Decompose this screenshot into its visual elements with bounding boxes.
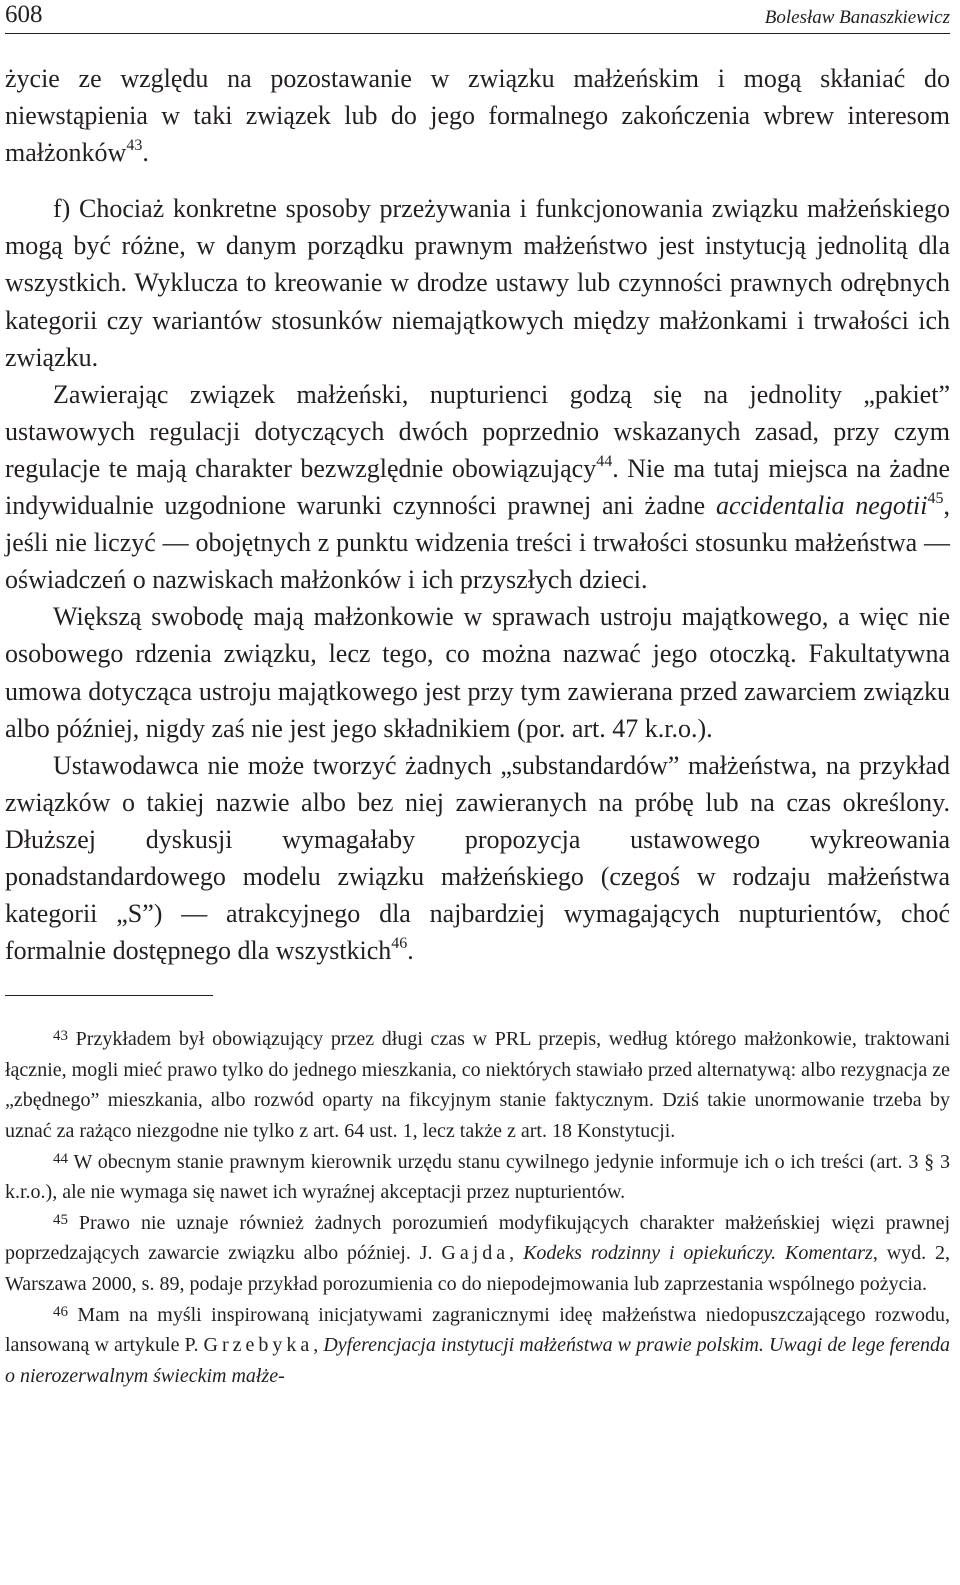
paragraph-4: Większą swobodę mają małżonkowie w sprawach ustroju majątkowego, a więc nie osobowego rdzenia związku, lecz tego, co można nazwać jego otoczką. Fakultatywna umowa dotycząca ustroju majątkowego jest przy tym zawierana przed zawarciem związku albo później, nigdy zaś nie jest jego składnikiem (por. art. 47 k.r.o.). bbox=[5, 602, 950, 743]
main-text bbox=[5, 60, 950, 969]
book-page bbox=[5, 0, 950, 1391]
running-head-author: Bolesław Banaszkiewicz bbox=[764, 7, 950, 28]
paragraph-1: życie ze względu na pozostawanie w związku małżeńskim i mogą skłaniać do niewstąpienia w taki związek lub do jego formalnego zakończenia wbrew interesom małżonków$^{43}$. bbox=[5, 64, 950, 168]
footnote-43: $^{43}$ Przykładem był obowiązujący przez długi czas w PRL przepis, według którego małżonkowie, traktowani łącznie, mogli mieć prawo tylko do jednego mieszkania, co niektórych stawiało przed alternatywą: albo rezygnacja ze „zbędnego” mieszkania, albo rozwód oparty na fikcyjnym stanie faktycznym. Dziś takie unormowanie trzeba by uznać za rażąco niezgodne nie tylko z art. 64 ust. 1, lecz także z art. 18 Konstytucji. bbox=[5, 1028, 951, 1143]
cited-author: Gajda bbox=[441, 1242, 510, 1265]
footnote-number: 45 bbox=[53, 1211, 68, 1228]
cited-title: Dyferencjacja instytucji małżeństwa w prawie polskim. Uwagi de lege ferenda o nierozerwalnym świeckim małże- bbox=[5, 1334, 950, 1387]
footnote-44: $^{44}$ W obecnym stanie prawnym kierownik urzędu stanu cywilnego jedynie informuje ich o ich treści (art. 3 § 3 k.r.o.), ale nie wymaga się nawet ich wyraźnej akceptacji przez nupturientów. bbox=[5, 1150, 950, 1204]
footnote-number: 44 bbox=[53, 1150, 68, 1167]
footnote-ref-43[interactable]: 43 bbox=[126, 137, 143, 155]
footnote-ref-44[interactable]: 44 bbox=[596, 452, 613, 470]
footnotes bbox=[5, 1024, 950, 1391]
footnote-45: $^{45}$ Prawo nie uznaje również żadnych porozumień modyfikujących charakter małżeńskiej więzi prawnej poprzedzających zawarcie związku albo później. J. Gajda, Kodeks rodzinny i opiekuńczy. Komentarz, wyd. 2, Warszawa 2000, s. 89, podaje przykład porozumienia co do niepodejmowania lub zaprzestania wspólnego pożycia. bbox=[5, 1211, 951, 1295]
italic-term: accidentalia negotii bbox=[715, 491, 928, 521]
paragraph-5: Ustawodawca nie może tworzyć żadnych „substandardów” małżeństwa, na przykład związków o takiej nazwie albo bez niej zawieranych na próbę lub na czas określony. Dłuższej dyskusji wymagałaby propozycja ustawowego wykreowania ponadstandardowego modelu związku małżeńskiego (czegoś w rodzaju małżeństwa kategorii „S”) — atrakcyjnego dla najbardziej wymagających nupturientów, choć formalnie dostępnego dla wszystkich$^{46}$. bbox=[5, 750, 950, 966]
paragraph-3: Zawierając związek małżeński, nupturienci godzą się na jednolity „pakiet” ustawowych regulacji dotyczących dwóch poprzednio wskazanych zasad, przy czym regulacje te mają charakter bezwzględnie obowiązujący$^{44}$. Nie ma tutaj miejsca na żadne indywidualnie uzgodnione warunki czynności prawnej ani żadne accidentalia negotii$^{45}$, jeśli nie liczyć — obojętnych z punktu widzenia treści i trwałości stosunku małżeństwa — oświadczeń o nazwiskach małżonków i ich przyszłych dzieci. bbox=[5, 379, 950, 595]
footnote-ref-46[interactable]: 46 bbox=[391, 935, 408, 953]
running-header bbox=[5, 0, 950, 34]
footnote-separator bbox=[5, 995, 213, 996]
page-number: 608 bbox=[5, 1, 43, 28]
footnote-46: $^{46}$ Mam na myśli inspirowaną inicjatywami zagranicznymi ideę małżeństwa niedopuszczającego rozwodu, lansowaną w artykule P. Grzebyka, Dyferencjacja instytucji małżeństwa w prawie polskim. Uwagi de lege ferenda o nierozerwalnym świeckim małże- bbox=[5, 1303, 951, 1387]
footnote-ref-45[interactable]: 45 bbox=[927, 490, 944, 508]
footnote-number: 43 bbox=[53, 1028, 68, 1045]
footnote-number: 46 bbox=[53, 1303, 68, 1320]
paragraph-2: f) Chociaż konkretne sposoby przeżywania i funkcjonowania związku małżeńskiego mogą być różne, w danym porządku prawnym małżeństwo jest instytucją jednolitą dla wszystkich. Wyklucza to kreowanie w drodze ustawy lub czynności prawnych odrębnych kategorii czy wariantów stosunków niemajątkowych między małżonkami i trwałości ich związku. bbox=[5, 194, 950, 372]
cited-title: Kodeks rodzinny i opiekuńczy. Komentarz bbox=[523, 1242, 873, 1265]
cited-author: Grzebyka bbox=[203, 1334, 314, 1357]
